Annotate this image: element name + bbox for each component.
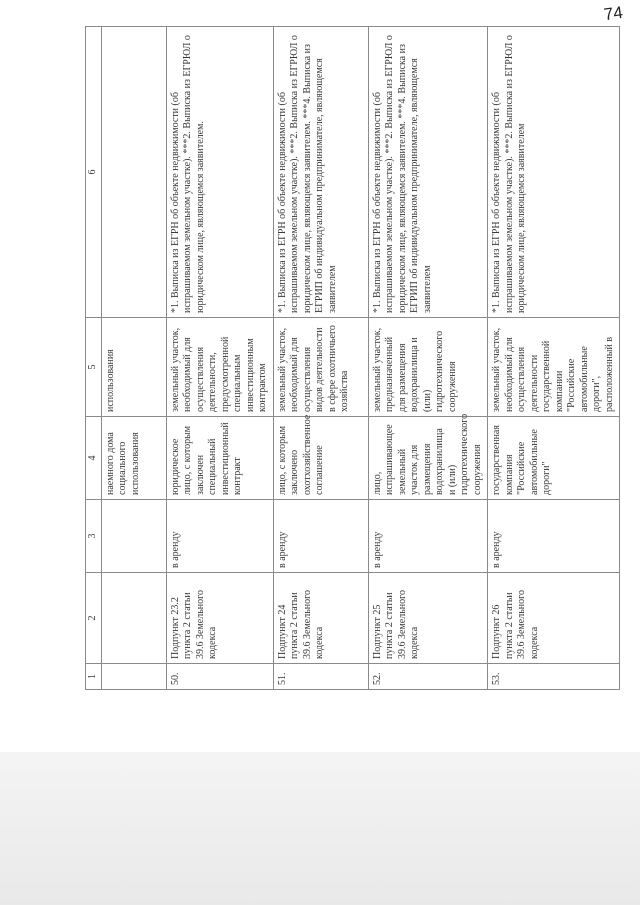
table-row bbox=[273, 27, 368, 690]
cell-documents: *1. Выписка из ЕГРН об объекте недвижимости (об испрашиваемом земельном участке). ***2. Выписка из ЕГРЮЛ о юридическом лице, являющемся заявителем. ***4. Выписка из ЕГРИП об индивидуальном предпринимателе, являющемся заявителем bbox=[273, 27, 368, 318]
cell-documents: *1. Выписка из ЕГРН об объекте недвижимости (об испрашиваемом земельном участке). ***2. Выписка из ЕГРЮЛ о юридическом лице, являющемся заявителем bbox=[488, 27, 620, 318]
cell-basis bbox=[101, 573, 166, 664]
header-cell: 4 bbox=[86, 417, 102, 500]
scan-background bbox=[0, 752, 640, 905]
header-cell: 3 bbox=[86, 500, 102, 573]
table-header-row bbox=[86, 27, 102, 690]
cell-subject: государственная компания "Российские автомобильные дороги" bbox=[488, 417, 620, 500]
cell-number bbox=[101, 664, 166, 690]
rotated-table-container bbox=[85, 26, 625, 690]
header-cell: 1 bbox=[86, 664, 102, 690]
cell-subject: лицо, с которым заключено охотхозяйственное соглашение bbox=[273, 417, 368, 500]
cell-object: земельный участок, предназначенный для размещения водохранилища и (или) гидротехнического сооружения bbox=[368, 318, 488, 417]
cell-object: земельный участок, необходимый для осуществления деятельности государственной компании "Российские автомобильные дороги", расположенный в bbox=[488, 318, 620, 417]
cell-basis: Подпункт 25 пункта 2 статьи 39.6 Земельного кодекса bbox=[368, 573, 488, 664]
table-row bbox=[166, 27, 273, 690]
cell-documents: *1. Выписка из ЕГРН об объекте недвижимости (об испрашиваемом земельном участке). ***2. Выписка из ЕГРЮЛ о юридическом лице, являющемся заявителем. bbox=[166, 27, 273, 318]
cell-type: в аренду bbox=[488, 500, 620, 573]
cell-object: земельный участок, необходимый для осуществления деятельности, предусмотренной специальным инвестиционным контрактом bbox=[166, 318, 273, 417]
cell-subject: юридическое лицо, с которым заключен специальный инвестиционный контракт bbox=[166, 417, 273, 500]
table-row bbox=[488, 27, 620, 690]
cell-documents: *1. Выписка из ЕГРН об объекте недвижимости (об испрашиваемом земельном участке). ***2. Выписка из ЕГРЮЛ о юридическом лице, являющемся заявителем. ***4. Выписка из ЕГРИП об индивидуальном предпринимателе, являющемся заявителем bbox=[368, 27, 488, 318]
cell-object: земельный участок, необходимый для осуществления видов деятельности в сфере охотничьего хозяйства bbox=[273, 318, 368, 417]
cell-object: использования bbox=[101, 318, 166, 417]
page-number: 74 bbox=[602, 2, 625, 25]
header-cell: 5 bbox=[86, 318, 102, 417]
land-plot-table bbox=[85, 26, 620, 690]
header-cell: 2 bbox=[86, 573, 102, 664]
cell-number: 50. bbox=[166, 664, 273, 690]
header-cell: 6 bbox=[86, 27, 102, 318]
cell-basis: Подпункт 26 пункта 2 статьи 39.6 Земельного кодекса bbox=[488, 573, 620, 664]
table-row bbox=[368, 27, 488, 690]
cell-basis: Подпункт 23.2 пункта 2 статьи 39.6 Земельного кодекса bbox=[166, 573, 273, 664]
cell-type bbox=[101, 500, 166, 573]
cell-type: в аренду bbox=[273, 500, 368, 573]
cell-number: 51. bbox=[273, 664, 368, 690]
cell-documents bbox=[101, 27, 166, 318]
continuation-row bbox=[101, 27, 166, 690]
cell-number: 52. bbox=[368, 664, 488, 690]
cell-type: в аренду bbox=[368, 500, 488, 573]
cell-type: в аренду bbox=[166, 500, 273, 573]
cell-subject: наемного дома социального использования bbox=[101, 417, 166, 500]
cell-basis: Подпункт 24 пункта 2 статьи 39.6 Земельного кодекса bbox=[273, 573, 368, 664]
cell-subject: лицо, испрашивающее земельный участок для размещения водохранилища и (или) гидротехнического сооружения bbox=[368, 417, 488, 500]
cell-number: 53. bbox=[488, 664, 620, 690]
